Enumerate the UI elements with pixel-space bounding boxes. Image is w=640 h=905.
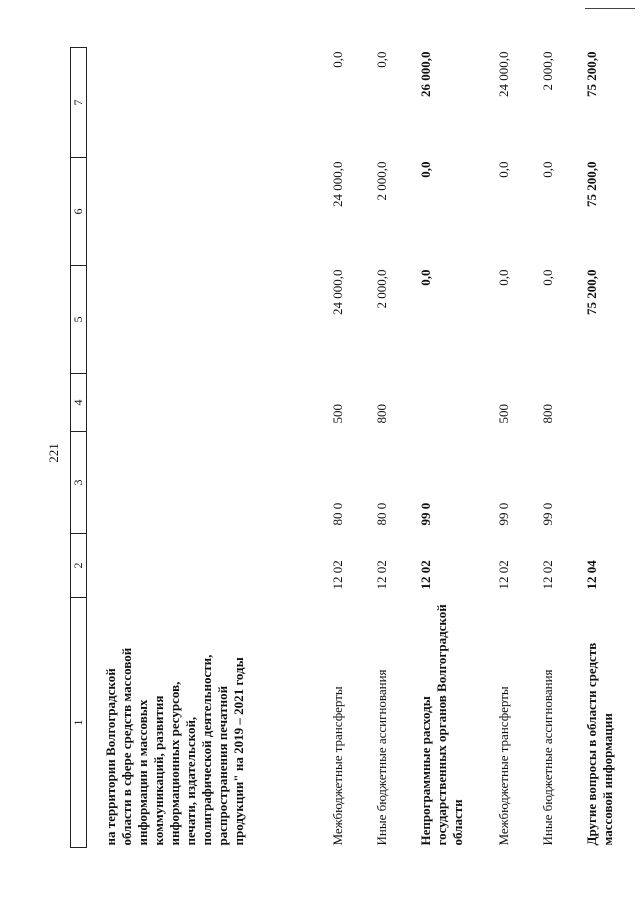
- row-section: 12 02: [330, 560, 345, 590]
- table-row: [328, 48, 372, 848]
- row-name: Непрограммные расходы государственных органов Волгоградской области: [418, 604, 465, 846]
- row-amount-6: 2 000,0: [374, 161, 389, 201]
- table-row: [582, 48, 622, 848]
- row-section: 12 02: [540, 560, 555, 590]
- table-row: [416, 48, 494, 848]
- row-amount-7: 75 200,0: [584, 51, 599, 97]
- table-row: [372, 48, 416, 848]
- header-col-2: 2: [71, 534, 87, 598]
- row-section: 12 02: [374, 560, 389, 590]
- row-target: 99 0: [418, 502, 433, 526]
- row-section: 12 02: [496, 560, 511, 590]
- row-section: 12 02: [418, 560, 433, 590]
- row-target: 80 0: [374, 502, 389, 526]
- row-amount-5: [99, 266, 328, 374]
- row-amount-7: 26 000,0: [418, 51, 433, 97]
- row-amount-5: 24 000,0: [330, 269, 345, 315]
- row-target: [99, 432, 328, 534]
- row-name: Иные бюджетные ассигнования: [374, 669, 389, 846]
- row-name: Межбюджетные трансферты: [330, 686, 345, 846]
- row-kind: 500: [496, 404, 511, 424]
- row-amount-6: 0,0: [496, 161, 511, 178]
- row-kind: [416, 374, 494, 432]
- budget-table: [70, 47, 622, 848]
- row-amount-7: 0,0: [330, 51, 345, 68]
- row-target: [582, 432, 622, 534]
- row-section: 12 04: [584, 560, 599, 590]
- row-section: [99, 534, 328, 598]
- row-amount-6: [99, 158, 328, 266]
- row-amount-6: 24 000,0: [330, 161, 345, 207]
- row-amount-7: 24 000,0: [496, 51, 511, 97]
- header-col-5: 5: [71, 266, 87, 374]
- row-kind: 800: [374, 404, 389, 424]
- row-name: Межбюджетные трансферты: [496, 686, 511, 846]
- row-kind: 800: [540, 404, 555, 424]
- row-amount-6: 0,0: [418, 161, 433, 178]
- row-amount-5: 0,0: [496, 269, 511, 286]
- row-amount-5: 2 000,0: [374, 269, 389, 309]
- rotated-table-frame: [70, 48, 615, 848]
- table-row: [538, 48, 582, 848]
- row-kind: [99, 374, 328, 432]
- row-target: 99 0: [540, 502, 555, 526]
- header-col-6: 6: [71, 158, 87, 266]
- row-name: на территории Волгоградской области в сфере средств массовой информации и массовых коммуникаций, развития информационных ресурсов, печати, издательской, полиграфической деятельности, распространения печатной продукции" на 2019 – 2021 годы: [103, 647, 246, 846]
- row-amount-5: 75 200,0: [584, 269, 599, 315]
- table-row: [99, 48, 328, 848]
- corner-rule: [585, 8, 635, 9]
- row-amount-7: 0,0: [374, 51, 389, 68]
- page-number: 221: [46, 443, 61, 463]
- header-col-1: 1: [71, 598, 87, 848]
- header-col-4: 4: [71, 374, 87, 432]
- row-amount-6: 75 200,0: [584, 161, 599, 207]
- header-col-7: 7: [71, 48, 87, 158]
- table-row: [494, 48, 538, 848]
- row-amount-5: 0,0: [418, 269, 433, 286]
- table-container: [70, 48, 615, 848]
- row-name: Иные бюджетные ассигнования: [540, 669, 555, 846]
- row-target: 80 0: [330, 502, 345, 526]
- row-amount-5: 0,0: [540, 269, 555, 286]
- header-col-3: 3: [71, 432, 87, 534]
- row-amount-6: 0,0: [540, 161, 555, 178]
- row-name: Другие вопросы в области средств массовой информации: [584, 642, 615, 846]
- row-amount-7: 2 000,0: [540, 51, 555, 91]
- row-kind: [582, 374, 622, 432]
- header-row: [71, 48, 87, 848]
- row-target: 99 0: [496, 502, 511, 526]
- row-amount-7: [99, 48, 328, 158]
- row-kind: 500: [330, 404, 345, 424]
